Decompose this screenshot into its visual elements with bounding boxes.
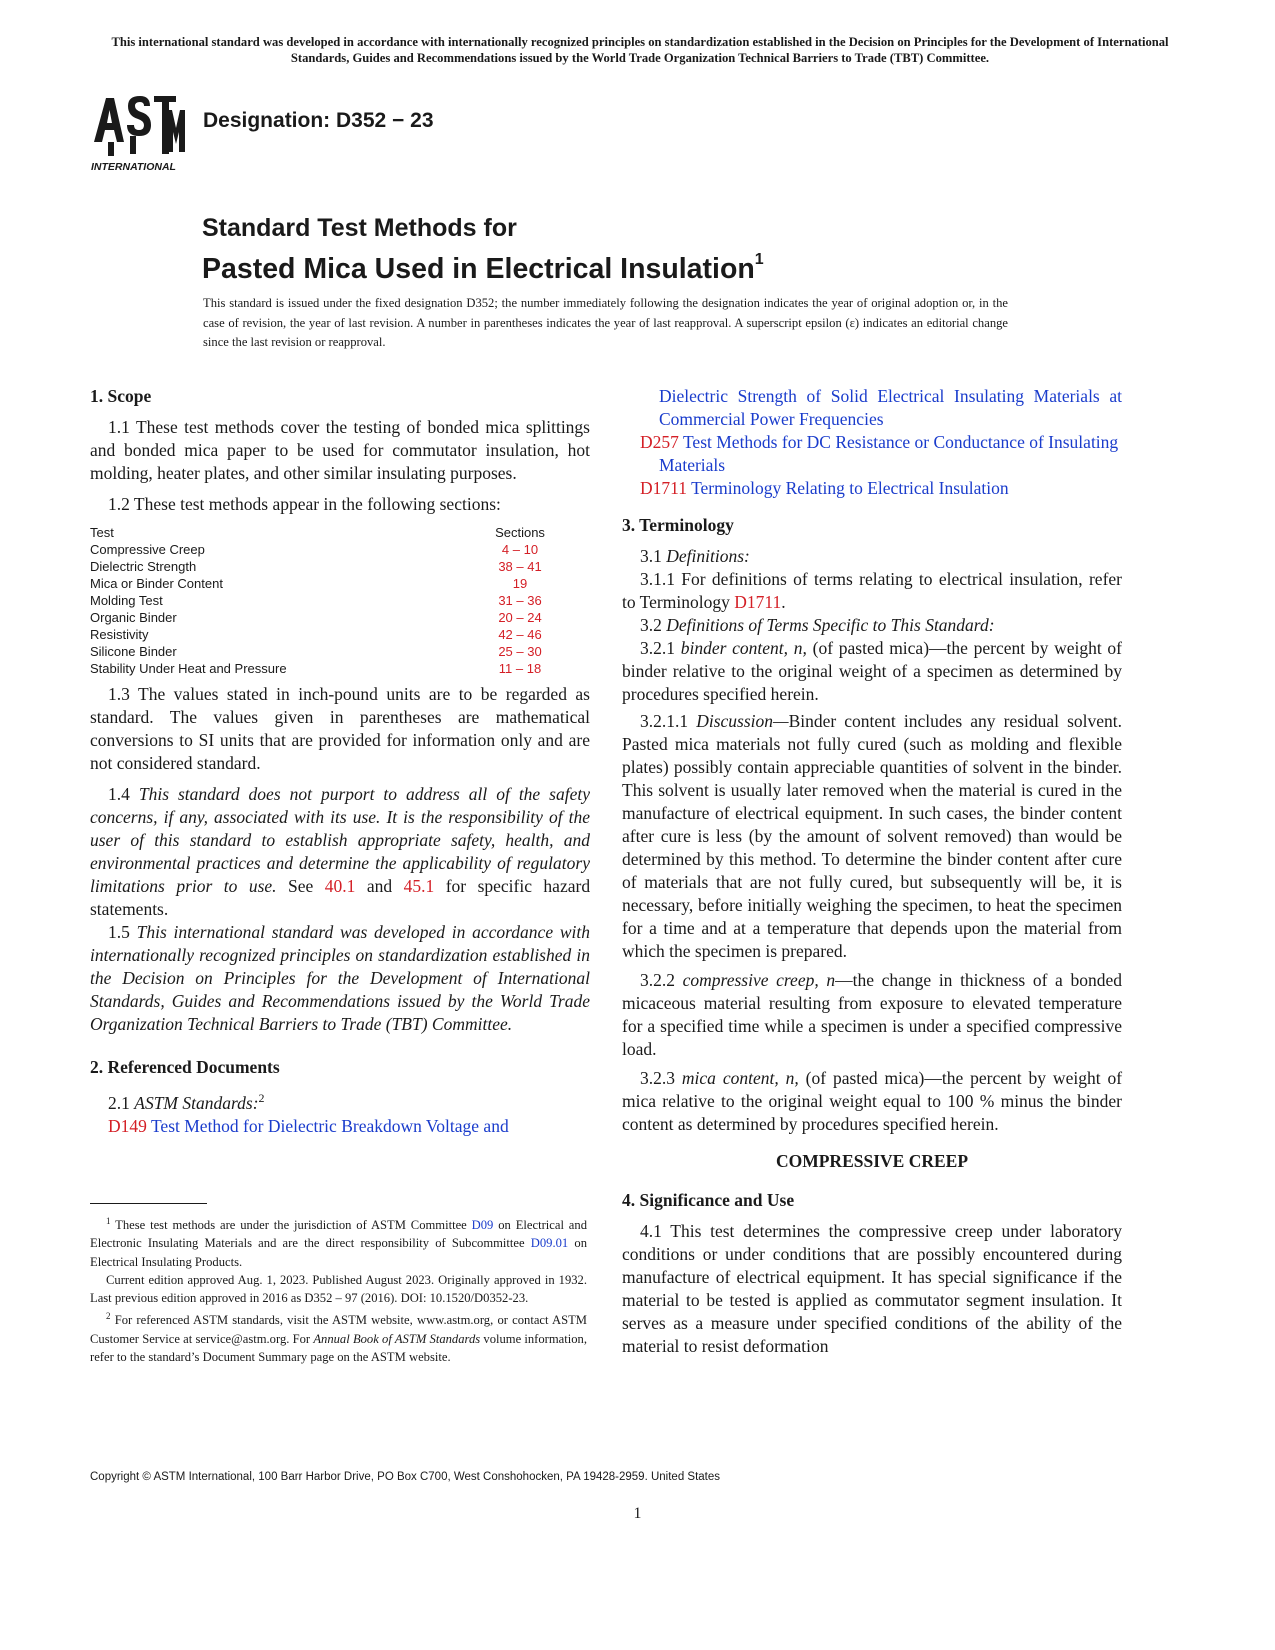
table-cell-test: Compressive Creep	[90, 542, 205, 557]
ref-link-40-1[interactable]: 40.1	[324, 876, 356, 896]
reference-d257	[622, 431, 1122, 477]
astm-standards-label: ASTM Standards:	[134, 1092, 259, 1113]
table-cell-sections-link[interactable]: 19	[512, 576, 528, 591]
safety-statement: This standard does not purport to address all of the safety concerns, if any, associated with its use. It is the responsibility of the user of this standard to establish appropriate safety, health, and environmental practices and determine the applicability of regulatory limitations prior to use.	[90, 784, 591, 896]
table-header-sections: Sections	[495, 525, 545, 540]
title-line-1: Standard Test Methods for	[202, 214, 517, 242]
footnote-text: These test methods are under the jurisdiction of ASTM Committee	[115, 1218, 467, 1233]
para-number: 3.2.1	[640, 638, 675, 658]
reference-d149-cont	[622, 385, 1122, 431]
paragraph-3-2-1	[622, 637, 1122, 706]
table-row	[90, 643, 570, 660]
footnote-2	[90, 1307, 587, 1366]
right-column	[622, 385, 1122, 1358]
standard-note: This standard is issued under the fixed designation D352; the number immediately following the designation indicates the year of original adoption or, in the case of revision, the year of last revision. A number in parentheses indicates the year of last reapproval. A superscript epsilon (ε) indicates an editorial change since the last revision or reapproval.	[203, 296, 1008, 349]
copyright: Copyright © ASTM International, 100 Barr Harbor Drive, PO Box C700, West Conshohocken, PA 19428-2959. United States	[90, 1471, 721, 1483]
footnote-text: volume information, refer to the standard’s Document Summary page on the ASTM website.	[90, 1331, 587, 1364]
hazard-text: for specific hazard statements.	[90, 876, 591, 919]
table-cell-test: Stability Under Heat and Pressure	[90, 661, 287, 676]
section-heading-significance: 4. Significance and Use	[622, 1190, 795, 1210]
table-cell-test: Silicone Binder	[90, 644, 177, 659]
reference-d1711	[622, 477, 1122, 500]
section-heading-referenced-documents: 2. Referenced Documents	[90, 1057, 280, 1077]
paragraph-3-2-1-1	[622, 710, 1122, 963]
see-text: See	[288, 876, 314, 896]
paragraph-4-1: 4.1 This test determines the compressive creep under laboratory conditions or under conditions that are possibly encountered during manufacture of electrical equipment. It has special significance if the material to be tested is applied as commutator segment insulation. It serves as a measure under specified conditions of the ability of the material to resist deformation	[622, 1221, 1122, 1356]
paragraph-2-1	[90, 1087, 590, 1115]
ref-title-d257[interactable]: Test Methods for DC Resistance or Conductance of Insulating Materials	[659, 432, 1119, 475]
para-text: (of pasted mica)—the percent by weight of mica relative to the original weight equal to 100 % minus the binder content as determined by procedures specified herein.	[622, 1068, 1123, 1134]
and-text: and	[366, 876, 393, 896]
sections-table	[90, 524, 570, 677]
specific-definitions-label: Definitions of Terms Specific to This Standard:	[666, 615, 995, 635]
term-binder-content: binder content, n,	[680, 638, 807, 658]
section-heading-scope: 1. Scope	[90, 386, 152, 406]
section-heading-terminology: 3. Terminology	[622, 515, 734, 535]
para-number: 3.2.3	[640, 1068, 675, 1088]
table-row	[90, 575, 570, 592]
table-row	[90, 558, 570, 575]
table-cell-sections-link[interactable]: 20 – 24	[498, 610, 542, 625]
paragraph-1-3: 1.3 The values stated in inch-pound units are to be regarded as standard. The values given in parentheses are mathematical conversions to SI units that are provided for information only and are not considered standard.	[90, 684, 590, 773]
title-line-2-text: Pasted Mica Used in Electrical Insulation	[202, 253, 755, 285]
para-number: 3.2.2	[640, 970, 675, 990]
table-cell-sections-link[interactable]: 38 – 41	[498, 559, 542, 574]
table-row	[90, 592, 570, 609]
footnote-1	[90, 1212, 587, 1271]
paragraph-3-2-2	[622, 969, 1122, 1061]
table-header-test: Test	[90, 525, 114, 540]
footnote-text: on Electrical and Electronic Insulating Materials and are the direct responsibility of Subcommittee	[90, 1218, 587, 1251]
ref-title-d1711[interactable]: Terminology Relating to Electrical Insulation	[691, 478, 1009, 498]
paragraph-3-1	[622, 545, 1122, 568]
paragraph-1-1: 1.1 These test methods cover the testing of bonded mica splittings and bonded mica paper to be used for commutator insulation, hot molding, heater plates, and other similar insulating purposes.	[90, 417, 590, 483]
para-text: Binder content includes any residual solvent. Pasted mica materials not fully cured (such as molding and flexible plates) possibly contain appreciable quantities of solvent in the binder. This solvent is usually later removed when the material is cured in the manufacture of electrical equipment. In such cases, the binder content after cure is less (by the amount of solvent removed) than would be determined by this method. To determine the binder content after cure of materials that are not fully cured, but subsequently will be, it is necessary, before initially weighing the specimen, to heat the specimen for a time and at a temperature that depends upon the material from which the specimen is prepared.	[622, 711, 1122, 961]
top-notice: This international standard was developed in accordance with internationally recognized principles on standardization established in the Decision on Principles for the Development of International Standards, Guides and Recommendations issued by the World Trade Organization Technical Barriers to Trade (TBT) Committee.	[111, 35, 1169, 65]
para-number: 1.5	[108, 922, 130, 942]
astm-logo-icon	[90, 84, 192, 176]
paragraph-3-1-1	[622, 568, 1122, 614]
ref-code-d149[interactable]: D149	[108, 1115, 147, 1136]
page-number: 1	[633, 1505, 642, 1522]
footnote-mark-2[interactable]: 2	[258, 1091, 265, 1105]
designation: Designation: D352 − 23	[203, 109, 434, 132]
subcommittee-d09-01-link[interactable]: D09.01	[530, 1236, 569, 1251]
footnote-text: on Electrical Insulating Products.	[90, 1236, 587, 1269]
para-number: 3.2.1.1	[640, 711, 689, 731]
para-text: (of pasted mica)—the percent by weight of binder relative to the original weight of a specimen as determined by procedures specified herein.	[622, 638, 1123, 704]
table-cell-sections-link[interactable]: 42 – 46	[498, 627, 542, 642]
table-row	[90, 609, 570, 626]
table-cell-test: Mica or Binder Content	[90, 576, 223, 591]
paragraph-3-2	[622, 614, 1122, 637]
table-row	[90, 541, 570, 558]
footnotes	[90, 1212, 587, 1366]
paragraph-1-4	[90, 783, 590, 921]
wto-statement: This international standard was developed in accordance with internationally recognized principles on standardization established in the Decision on Principles for the Development of International Standards, Guides and Recommendations issued by the World Trade Organization Technical Barriers to Trade (TBT) Committee.	[90, 922, 591, 1034]
para-number: 3.2	[640, 615, 662, 635]
table-cell-sections-link[interactable]: 25 – 30	[498, 644, 542, 659]
footnote-1-mark: 1	[106, 1216, 111, 1226]
table-cell-test: Molding Test	[90, 593, 163, 608]
footnote-text: For referenced ASTM standards, visit the ASTM website, www.astm.org, or contact ASTM Customer Service at service@astm.org. For	[90, 1313, 588, 1346]
discussion-label: Discussion—	[696, 711, 789, 731]
footnote-divider	[90, 1203, 207, 1204]
term-compressive-creep: compressive creep, n	[682, 970, 836, 990]
period: .	[781, 592, 786, 612]
table-cell-test: Dielectric Strength	[90, 559, 197, 574]
title-line-2	[202, 243, 764, 286]
title-footnote-mark[interactable]: 1	[754, 251, 764, 268]
para-number: 3.1	[640, 546, 662, 566]
table-cell-sections-link[interactable]: 11 – 18	[498, 661, 542, 676]
compressive-creep-heading: COMPRESSIVE CREEP	[775, 1151, 969, 1171]
annual-book-title: Annual Book of ASTM Standards	[313, 1331, 481, 1346]
footnote-2-mark: 2	[106, 1311, 111, 1322]
reference-d149-start	[90, 1115, 590, 1138]
definitions-label: Definitions:	[666, 546, 750, 566]
ref-link-d1711[interactable]: D1711	[734, 592, 782, 612]
ref-title-d149[interactable]: Test Method for Dielectric Breakdown Voltage and	[150, 1115, 509, 1136]
para-number: 1.4	[108, 784, 130, 804]
term-mica-content: mica content, n,	[681, 1068, 799, 1088]
para-number: 2.1	[108, 1092, 130, 1113]
astm-logo	[90, 84, 192, 176]
left-column	[90, 385, 590, 1138]
committee-d09-link[interactable]: D09	[471, 1218, 494, 1233]
table-row	[90, 660, 570, 677]
paragraph-1-2: 1.2 These test methods appear in the following sections:	[108, 494, 501, 514]
document-title	[202, 213, 764, 286]
sections-table-header	[90, 524, 570, 541]
table-cell-sections-link[interactable]: 31 – 36	[498, 593, 542, 608]
table-cell-sections-link[interactable]: 4 – 10	[501, 542, 539, 557]
paragraph-3-2-3	[622, 1067, 1122, 1136]
table-row	[90, 626, 570, 643]
para-text: —the change in thickness of a bonded micaceous material resulting from exposure to elevated temperature for a specified time while a specimen is under a specified compressive load.	[622, 970, 1122, 1059]
ref-title-d149-cont[interactable]: Dielectric Strength of Solid Electrical Insulating Materials at Commercial Power Frequencies	[659, 386, 1122, 429]
para-text: 3.1.1 For definitions of terms relating to electrical insulation, refer to Terminology	[622, 569, 1122, 612]
table-cell-test: Resistivity	[90, 627, 149, 642]
table-cell-test: Organic Binder	[90, 610, 177, 625]
paragraph-1-5	[90, 921, 590, 1036]
ref-link-45-1[interactable]: 45.1	[403, 876, 435, 896]
ref-code-d257[interactable]: D257	[640, 432, 679, 452]
ref-code-d1711[interactable]: D1711	[640, 478, 687, 498]
logo-label: INTERNATIONAL	[91, 161, 176, 173]
footnote-1-edition: Current edition approved Aug. 1, 2023. Published August 2023. Originally approved in 1932. Last previous edition approved in 2016 as D352 – 97 (2016). DOI: 10.1520/D0352-23.	[90, 1272, 587, 1305]
